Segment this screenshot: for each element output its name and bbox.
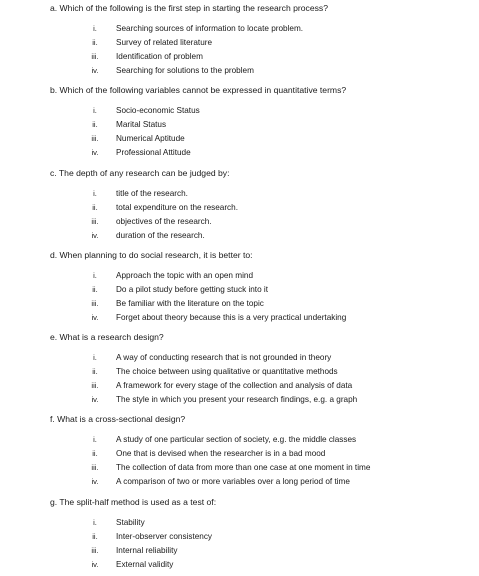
option-item: [0, 147, 479, 158]
option-item: [0, 559, 479, 570]
option-numeral: iv.: [91, 66, 99, 75]
option-text: A way of conducting research that is not grounded in theory: [116, 353, 332, 362]
option-item: [0, 188, 479, 199]
question-stem: a. Which of the following is the first step in starting the research process?: [50, 3, 328, 13]
option-item: [0, 545, 479, 556]
option-item: [0, 133, 479, 144]
option-text: Stability: [116, 518, 145, 527]
option-numeral: i.: [93, 518, 97, 527]
option-text: total expenditure on the research.: [116, 203, 238, 212]
option-text: Searching for solutions to the problem: [116, 66, 254, 75]
question-stem: d. When planning to do social research, it is better to:: [50, 250, 253, 260]
option-text: A study of one particular section of society, e.g. the middle classes: [116, 435, 357, 444]
option-numeral: i.: [93, 435, 97, 444]
option-item: [0, 380, 479, 391]
option-item: [0, 434, 479, 445]
option-item: [0, 51, 479, 62]
option-item: [0, 230, 479, 241]
option-text: The collection of data from more than one case at one moment in time: [116, 463, 371, 472]
option-numeral: ii.: [92, 367, 98, 376]
option-numeral: iii.: [91, 52, 99, 61]
option-numeral: ii.: [92, 449, 98, 458]
option-item: [0, 366, 479, 377]
option-item: [0, 462, 479, 473]
option-text: objectives of the research.: [116, 217, 212, 226]
option-numeral: iii.: [91, 299, 99, 308]
option-item: [0, 517, 479, 528]
option-numeral: iv.: [91, 313, 99, 322]
option-text: Do a pilot study before getting stuck into it: [116, 285, 269, 294]
option-numeral: ii.: [92, 38, 98, 47]
option-numeral: iv.: [91, 148, 99, 157]
option-text: Approach the topic with an open mind: [116, 271, 254, 280]
option-item: [0, 270, 479, 281]
option-text: The choice between using qualitative or quantitative methods: [116, 367, 338, 376]
option-numeral: ii.: [92, 203, 98, 212]
option-text: Internal reliability: [116, 546, 178, 555]
option-item: [0, 312, 479, 323]
option-text: title of the research.: [116, 189, 188, 198]
question-stem: b. Which of the following variables cannot be expressed in quantitative terms?: [50, 85, 347, 95]
option-text: Marital Status: [116, 120, 167, 129]
option-text: A comparison of two or more variables over a long period of time: [116, 477, 350, 486]
option-text: Searching sources of information to locate problem.: [116, 24, 304, 33]
option-numeral: ii.: [92, 120, 98, 129]
option-text: duration of the research.: [116, 231, 205, 240]
option-text: One that is devised when the researcher is in a bad mood: [116, 449, 326, 458]
option-item: [0, 284, 479, 295]
question-stem: e. What is a research design?: [50, 332, 164, 342]
option-numeral: iv.: [91, 560, 99, 569]
option-item: [0, 105, 479, 116]
option-text: Socio-economic Status: [116, 106, 200, 115]
option-numeral: i.: [93, 24, 97, 33]
option-numeral: iii.: [91, 463, 99, 472]
option-item: [0, 119, 479, 130]
option-item: [0, 23, 479, 34]
option-text: Professional Attitude: [116, 148, 191, 157]
option-numeral: iii.: [91, 217, 99, 226]
option-numeral: iv.: [91, 231, 99, 240]
option-numeral: iv.: [91, 477, 99, 486]
option-text: Forget about theory because this is a very practical undertaking: [116, 313, 347, 322]
option-text: Inter-observer consistency: [116, 532, 213, 541]
option-item: [0, 298, 479, 309]
option-item: [0, 531, 479, 542]
option-numeral: i.: [93, 189, 97, 198]
option-item: [0, 394, 479, 405]
option-text: Numerical Aptitude: [116, 134, 185, 143]
option-numeral: i.: [93, 353, 97, 362]
option-numeral: i.: [93, 106, 97, 115]
option-item: [0, 202, 479, 213]
option-numeral: iii.: [91, 381, 99, 390]
option-numeral: ii.: [92, 532, 98, 541]
option-item: [0, 37, 479, 48]
option-text: Identification of problem: [116, 52, 203, 61]
question-stem: f. What is a cross-sectional design?: [50, 414, 186, 424]
option-numeral: ii.: [92, 285, 98, 294]
option-item: [0, 352, 479, 363]
option-text: Be familiar with the literature on the topic: [116, 299, 264, 308]
option-item: [0, 476, 479, 487]
option-item: [0, 216, 479, 227]
option-text: External validity: [116, 560, 174, 569]
option-numeral: iv.: [91, 395, 99, 404]
option-numeral: iii.: [91, 134, 99, 143]
question-stem: c. The depth of any research can be judged by:: [50, 168, 230, 178]
option-numeral: iii.: [91, 546, 99, 555]
option-text: Survey of related literature: [116, 38, 213, 47]
option-text: The style in which you present your research findings, e.g. a graph: [116, 395, 358, 404]
option-item: [0, 65, 479, 76]
option-item: [0, 448, 479, 459]
option-text: A framework for every stage of the collection and analysis of data: [116, 381, 353, 390]
question-stem: g. The split-half method is used as a test of:: [50, 497, 217, 507]
option-numeral: i.: [93, 271, 97, 280]
